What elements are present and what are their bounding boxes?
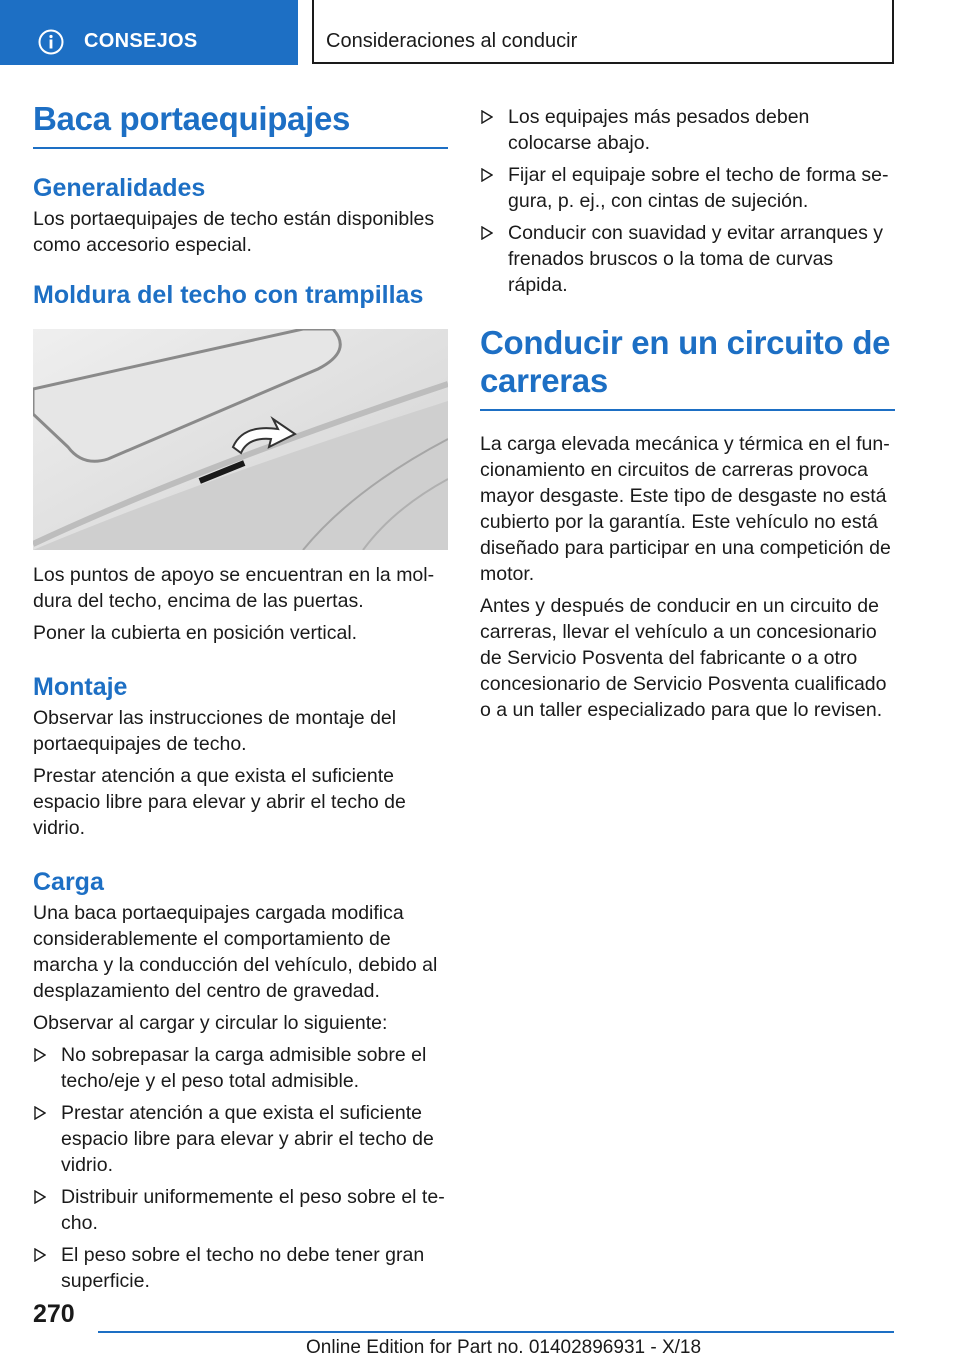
triangle-bullet-icon xyxy=(34,1190,46,1204)
heading-general: Generalidades xyxy=(33,174,206,202)
triangle-bullet-icon xyxy=(481,110,493,124)
list-item-text: Distribuir uniformemente el peso sobre el techo. xyxy=(61,1186,445,1234)
page-title: Baca portaequipajes xyxy=(33,100,351,137)
triangle-bullet-icon xyxy=(34,1248,46,1262)
list-item-text: Prestar atención a que exista el suficiente espacio libre para elevar y abrir el techo de vidrio. xyxy=(61,1102,434,1176)
page-number: 270 xyxy=(33,1300,75,1328)
heading-molding: Moldura del techo con trampillas xyxy=(33,281,424,309)
list-item xyxy=(480,104,895,156)
title-rule xyxy=(480,409,895,411)
header-section-title-box xyxy=(312,0,894,64)
header-tab-label: CONSEJOS xyxy=(84,30,198,52)
triangle-bullet-icon xyxy=(34,1048,46,1062)
load-paragraph-2: Observar al cargar y circular lo siguiente: xyxy=(33,1012,388,1034)
list-item xyxy=(33,1042,448,1094)
list-item-text: Los equipajes más pesados deben colocarse abajo. xyxy=(508,106,810,154)
mounting-paragraph-1: Observar las instrucciones de montaje del portaequipajes de techo. xyxy=(33,707,397,755)
triangle-bullet-icon xyxy=(34,1106,46,1120)
general-text: Los portaequipajes de techo están disponibles como accesorio especial. xyxy=(33,208,435,256)
section-title-race-track: Conducir en un circuito de carreras xyxy=(480,324,891,399)
triangle-bullet-icon xyxy=(481,168,493,182)
load-paragraph-1: Una baca portaequipajes cargada modifica considerablemente el comportamiento de marcha y la conducción del vehículo, debido al desplazamiento del centro de gravedad. xyxy=(33,902,438,1002)
right-bullet-list xyxy=(480,104,895,298)
list-item-text: Conducir con suavidad y evitar arranques y frenados bruscos o la toma de curvas rápida. xyxy=(508,222,884,296)
roof-molding-illustration xyxy=(33,329,448,550)
list-item xyxy=(33,1100,448,1178)
race-paragraph-1: La carga elevada mecánica y térmica en el funcionamiento en circuitos de carreras provoca mayor desgaste. Este tipo de desgaste no está cubierto por la garantía. Este vehículo no está diseñado para participar en una competición de motor. xyxy=(480,433,891,585)
list-item xyxy=(480,162,895,214)
list-item xyxy=(33,1242,448,1294)
title-rule xyxy=(33,147,448,149)
list-item-text: El peso sobre el techo no debe tener gran superficie. xyxy=(61,1244,425,1292)
section-title: Consideraciones al conducir xyxy=(326,30,578,52)
header-tab xyxy=(0,0,298,65)
info-icon xyxy=(38,29,64,55)
load-bullet-list xyxy=(33,1042,448,1294)
footer-rule xyxy=(98,1331,894,1333)
list-item-text: No sobrepasar la carga admisible sobre el techo/eje y el peso total admisible. xyxy=(61,1044,427,1092)
molding-paragraph-2: Poner la cubierta en posición vertical. xyxy=(33,622,358,644)
footer-edition-text: Online Edition for Part no. 01402896931 - X/18 xyxy=(306,1337,702,1358)
race-paragraph-2: Antes y después de conducir en un circuito de carreras, llevar el vehículo a un concesionario de Servicio Posventa del fabricante o a otro concesionario de Servicio Posventa cualificado o a un taller especializado para que lo revisen. xyxy=(480,595,887,721)
molding-paragraph-1: Los puntos de apoyo se encuentran en la moldura del techo, encima de las puertas. xyxy=(33,564,435,612)
list-item xyxy=(480,220,895,298)
left-column xyxy=(33,100,448,1294)
mounting-paragraph-2: Prestar atención a que exista el suficiente espacio libre para elevar y abrir el techo de vidrio. xyxy=(33,765,406,839)
right-column xyxy=(480,100,895,723)
heading-load: Carga xyxy=(33,868,104,896)
list-item xyxy=(33,1184,448,1236)
heading-mounting: Montaje xyxy=(33,673,128,701)
list-item-text: Fijar el equipaje sobre el techo de forma segura, p. ej., con cintas de sujeción. xyxy=(508,164,889,212)
triangle-bullet-icon xyxy=(481,226,493,240)
